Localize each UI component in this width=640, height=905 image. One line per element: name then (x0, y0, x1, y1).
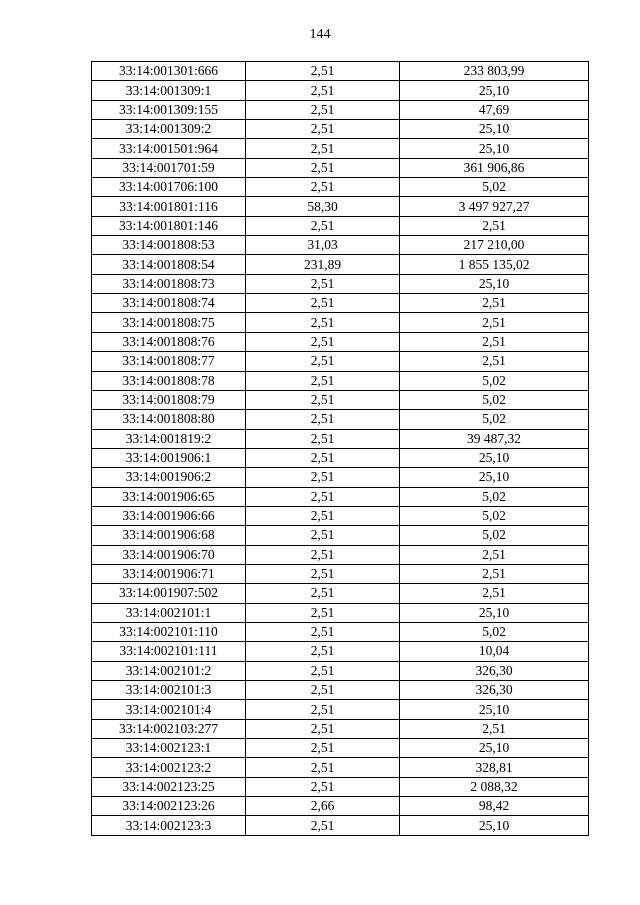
amount-cell: 2,51 (400, 313, 589, 332)
amount-cell: 5,02 (400, 410, 589, 429)
rate-cell: 2,51 (246, 100, 400, 119)
rate-cell: 2,51 (246, 506, 400, 525)
rate-cell: 2,51 (246, 545, 400, 564)
rate-cell: 2,51 (246, 526, 400, 545)
rate-cell: 2,51 (246, 313, 400, 332)
cadastral-number-cell: 33:14:002101:1 (92, 603, 246, 622)
table-row (92, 313, 589, 332)
rate-cell: 2,51 (246, 158, 400, 177)
amount-cell: 1 855 135,02 (400, 255, 589, 274)
table-row (92, 526, 589, 545)
amount-cell: 5,02 (400, 178, 589, 197)
table-row (92, 681, 589, 700)
rate-cell: 31,03 (246, 236, 400, 255)
cadastral-number-cell: 33:14:001906:2 (92, 468, 246, 487)
cadastral-number-cell: 33:14:001808:79 (92, 390, 246, 409)
rate-cell: 2,51 (246, 332, 400, 351)
cadastral-number-cell: 33:14:001906:1 (92, 448, 246, 467)
table-row (92, 371, 589, 390)
cadastral-number-cell: 33:14:001808:76 (92, 332, 246, 351)
table-row (92, 739, 589, 758)
amount-cell: 25,10 (400, 81, 589, 100)
table-row (92, 506, 589, 525)
table-row (92, 797, 589, 816)
rate-cell: 2,51 (246, 139, 400, 158)
cadastral-number-cell: 33:14:001906:70 (92, 545, 246, 564)
table-row (92, 255, 589, 274)
table-row (92, 62, 589, 81)
rate-cell: 2,51 (246, 216, 400, 235)
table-row (92, 178, 589, 197)
table-row (92, 120, 589, 139)
rate-cell: 2,66 (246, 797, 400, 816)
table-row (92, 410, 589, 429)
cadastral-number-cell: 33:14:002101:3 (92, 681, 246, 700)
amount-cell: 2 088,32 (400, 777, 589, 796)
amount-cell: 2,51 (400, 332, 589, 351)
table-row (92, 777, 589, 796)
amount-cell: 328,81 (400, 758, 589, 777)
rate-cell: 2,51 (246, 816, 400, 835)
table-row (92, 332, 589, 351)
table-row (92, 294, 589, 313)
cadastral-number-cell: 33:14:001706:100 (92, 178, 246, 197)
cadastral-number-cell: 33:14:001801:116 (92, 197, 246, 216)
amount-cell: 2,51 (400, 216, 589, 235)
cadastral-number-cell: 33:14:002123:25 (92, 777, 246, 796)
table-row (92, 545, 589, 564)
cadastral-number-cell: 33:14:002123:2 (92, 758, 246, 777)
amount-cell: 2,51 (400, 545, 589, 564)
amount-cell: 10,04 (400, 642, 589, 661)
cadastral-number-cell: 33:14:001309:1 (92, 81, 246, 100)
amount-cell: 5,02 (400, 390, 589, 409)
table-row (92, 197, 589, 216)
amount-cell: 2,51 (400, 584, 589, 603)
table-row (92, 622, 589, 641)
amount-cell: 25,10 (400, 603, 589, 622)
rate-cell: 2,51 (246, 700, 400, 719)
cadastral-number-cell: 33:14:001808:53 (92, 236, 246, 255)
cadastral-number-cell: 33:14:001309:155 (92, 100, 246, 119)
table-row (92, 468, 589, 487)
amount-cell: 5,02 (400, 487, 589, 506)
amount-cell: 2,51 (400, 352, 589, 371)
amount-cell: 233 803,99 (400, 62, 589, 81)
table-row (92, 100, 589, 119)
cadastral-number-cell: 33:14:002101:110 (92, 622, 246, 641)
table-row (92, 352, 589, 371)
cadastral-number-cell: 33:14:002123:1 (92, 739, 246, 758)
table-row (92, 390, 589, 409)
rate-cell: 231,89 (246, 255, 400, 274)
amount-cell: 2,51 (400, 564, 589, 583)
rate-cell: 2,51 (246, 487, 400, 506)
table-row (92, 700, 589, 719)
table-row (92, 158, 589, 177)
table-row (92, 448, 589, 467)
amount-cell: 25,10 (400, 700, 589, 719)
rate-cell: 2,51 (246, 62, 400, 81)
cadastral-number-cell: 33:14:001819:2 (92, 429, 246, 448)
cadastral-number-cell: 33:14:001701:59 (92, 158, 246, 177)
cadastral-number-cell: 33:14:002101:111 (92, 642, 246, 661)
amount-cell: 361 906,86 (400, 158, 589, 177)
cadastral-number-cell: 33:14:001808:74 (92, 294, 246, 313)
rate-cell: 2,51 (246, 178, 400, 197)
amount-cell: 39 487,32 (400, 429, 589, 448)
amount-cell: 25,10 (400, 739, 589, 758)
table-row (92, 139, 589, 158)
table-row (92, 216, 589, 235)
rate-cell: 2,51 (246, 642, 400, 661)
rate-cell: 2,51 (246, 468, 400, 487)
rate-cell: 2,51 (246, 81, 400, 100)
cadastral-table (91, 61, 589, 836)
rate-cell: 2,51 (246, 371, 400, 390)
cadastral-number-cell: 33:14:001808:78 (92, 371, 246, 390)
table-row (92, 236, 589, 255)
amount-cell: 2,51 (400, 294, 589, 313)
cadastral-number-cell: 33:14:001906:68 (92, 526, 246, 545)
rate-cell: 2,51 (246, 294, 400, 313)
amount-cell: 25,10 (400, 448, 589, 467)
cadastral-number-cell: 33:14:001808:75 (92, 313, 246, 332)
amount-cell: 5,02 (400, 506, 589, 525)
table-row (92, 642, 589, 661)
rate-cell: 2,51 (246, 448, 400, 467)
cadastral-number-cell: 33:14:001501:964 (92, 139, 246, 158)
table-body (92, 62, 589, 836)
amount-cell: 3 497 927,27 (400, 197, 589, 216)
rate-cell: 2,51 (246, 564, 400, 583)
amount-cell: 217 210,00 (400, 236, 589, 255)
cadastral-number-cell: 33:14:001907:502 (92, 584, 246, 603)
rate-cell: 2,51 (246, 120, 400, 139)
amount-cell: 326,30 (400, 681, 589, 700)
cadastral-number-cell: 33:14:002101:4 (92, 700, 246, 719)
cadastral-number-cell: 33:14:002123:26 (92, 797, 246, 816)
amount-cell: 5,02 (400, 622, 589, 641)
rate-cell: 2,51 (246, 410, 400, 429)
table-row (92, 429, 589, 448)
cadastral-number-cell: 33:14:002103:277 (92, 719, 246, 738)
amount-cell: 47,69 (400, 100, 589, 119)
table-row (92, 603, 589, 622)
rate-cell: 2,51 (246, 429, 400, 448)
table-row (92, 816, 589, 835)
cadastral-number-cell: 33:14:001906:66 (92, 506, 246, 525)
rate-cell: 2,51 (246, 584, 400, 603)
amount-cell: 25,10 (400, 139, 589, 158)
cadastral-number-cell: 33:14:001808:54 (92, 255, 246, 274)
amount-cell: 98,42 (400, 797, 589, 816)
rate-cell: 2,51 (246, 681, 400, 700)
cadastral-number-cell: 33:14:001906:65 (92, 487, 246, 506)
table-row (92, 487, 589, 506)
cadastral-number-cell: 33:14:001309:2 (92, 120, 246, 139)
amount-cell: 5,02 (400, 526, 589, 545)
cadastral-number-cell: 33:14:001301:666 (92, 62, 246, 81)
cadastral-number-cell: 33:14:001808:80 (92, 410, 246, 429)
amount-cell: 25,10 (400, 274, 589, 293)
amount-cell: 2,51 (400, 719, 589, 738)
cadastral-number-cell: 33:14:002101:2 (92, 661, 246, 680)
table-row (92, 564, 589, 583)
rate-cell: 2,51 (246, 274, 400, 293)
table-row (92, 81, 589, 100)
amount-cell: 25,10 (400, 816, 589, 835)
table-row (92, 661, 589, 680)
cadastral-number-cell: 33:14:002123:3 (92, 816, 246, 835)
cadastral-number-cell: 33:14:001906:71 (92, 564, 246, 583)
rate-cell: 2,51 (246, 739, 400, 758)
amount-cell: 25,10 (400, 468, 589, 487)
rate-cell: 2,51 (246, 719, 400, 738)
rate-cell: 2,51 (246, 390, 400, 409)
page-number: 144 (309, 27, 331, 42)
rate-cell: 2,51 (246, 777, 400, 796)
rate-cell: 2,51 (246, 758, 400, 777)
rate-cell: 2,51 (246, 352, 400, 371)
cadastral-number-cell: 33:14:001801:146 (92, 216, 246, 235)
rate-cell: 58,30 (246, 197, 400, 216)
amount-cell: 326,30 (400, 661, 589, 680)
amount-cell: 5,02 (400, 371, 589, 390)
table-row (92, 584, 589, 603)
rate-cell: 2,51 (246, 661, 400, 680)
table-row (92, 719, 589, 738)
table-row (92, 758, 589, 777)
rate-cell: 2,51 (246, 622, 400, 641)
rate-cell: 2,51 (246, 603, 400, 622)
cadastral-number-cell: 33:14:001808:77 (92, 352, 246, 371)
table-row (92, 274, 589, 293)
cadastral-number-cell: 33:14:001808:73 (92, 274, 246, 293)
amount-cell: 25,10 (400, 120, 589, 139)
